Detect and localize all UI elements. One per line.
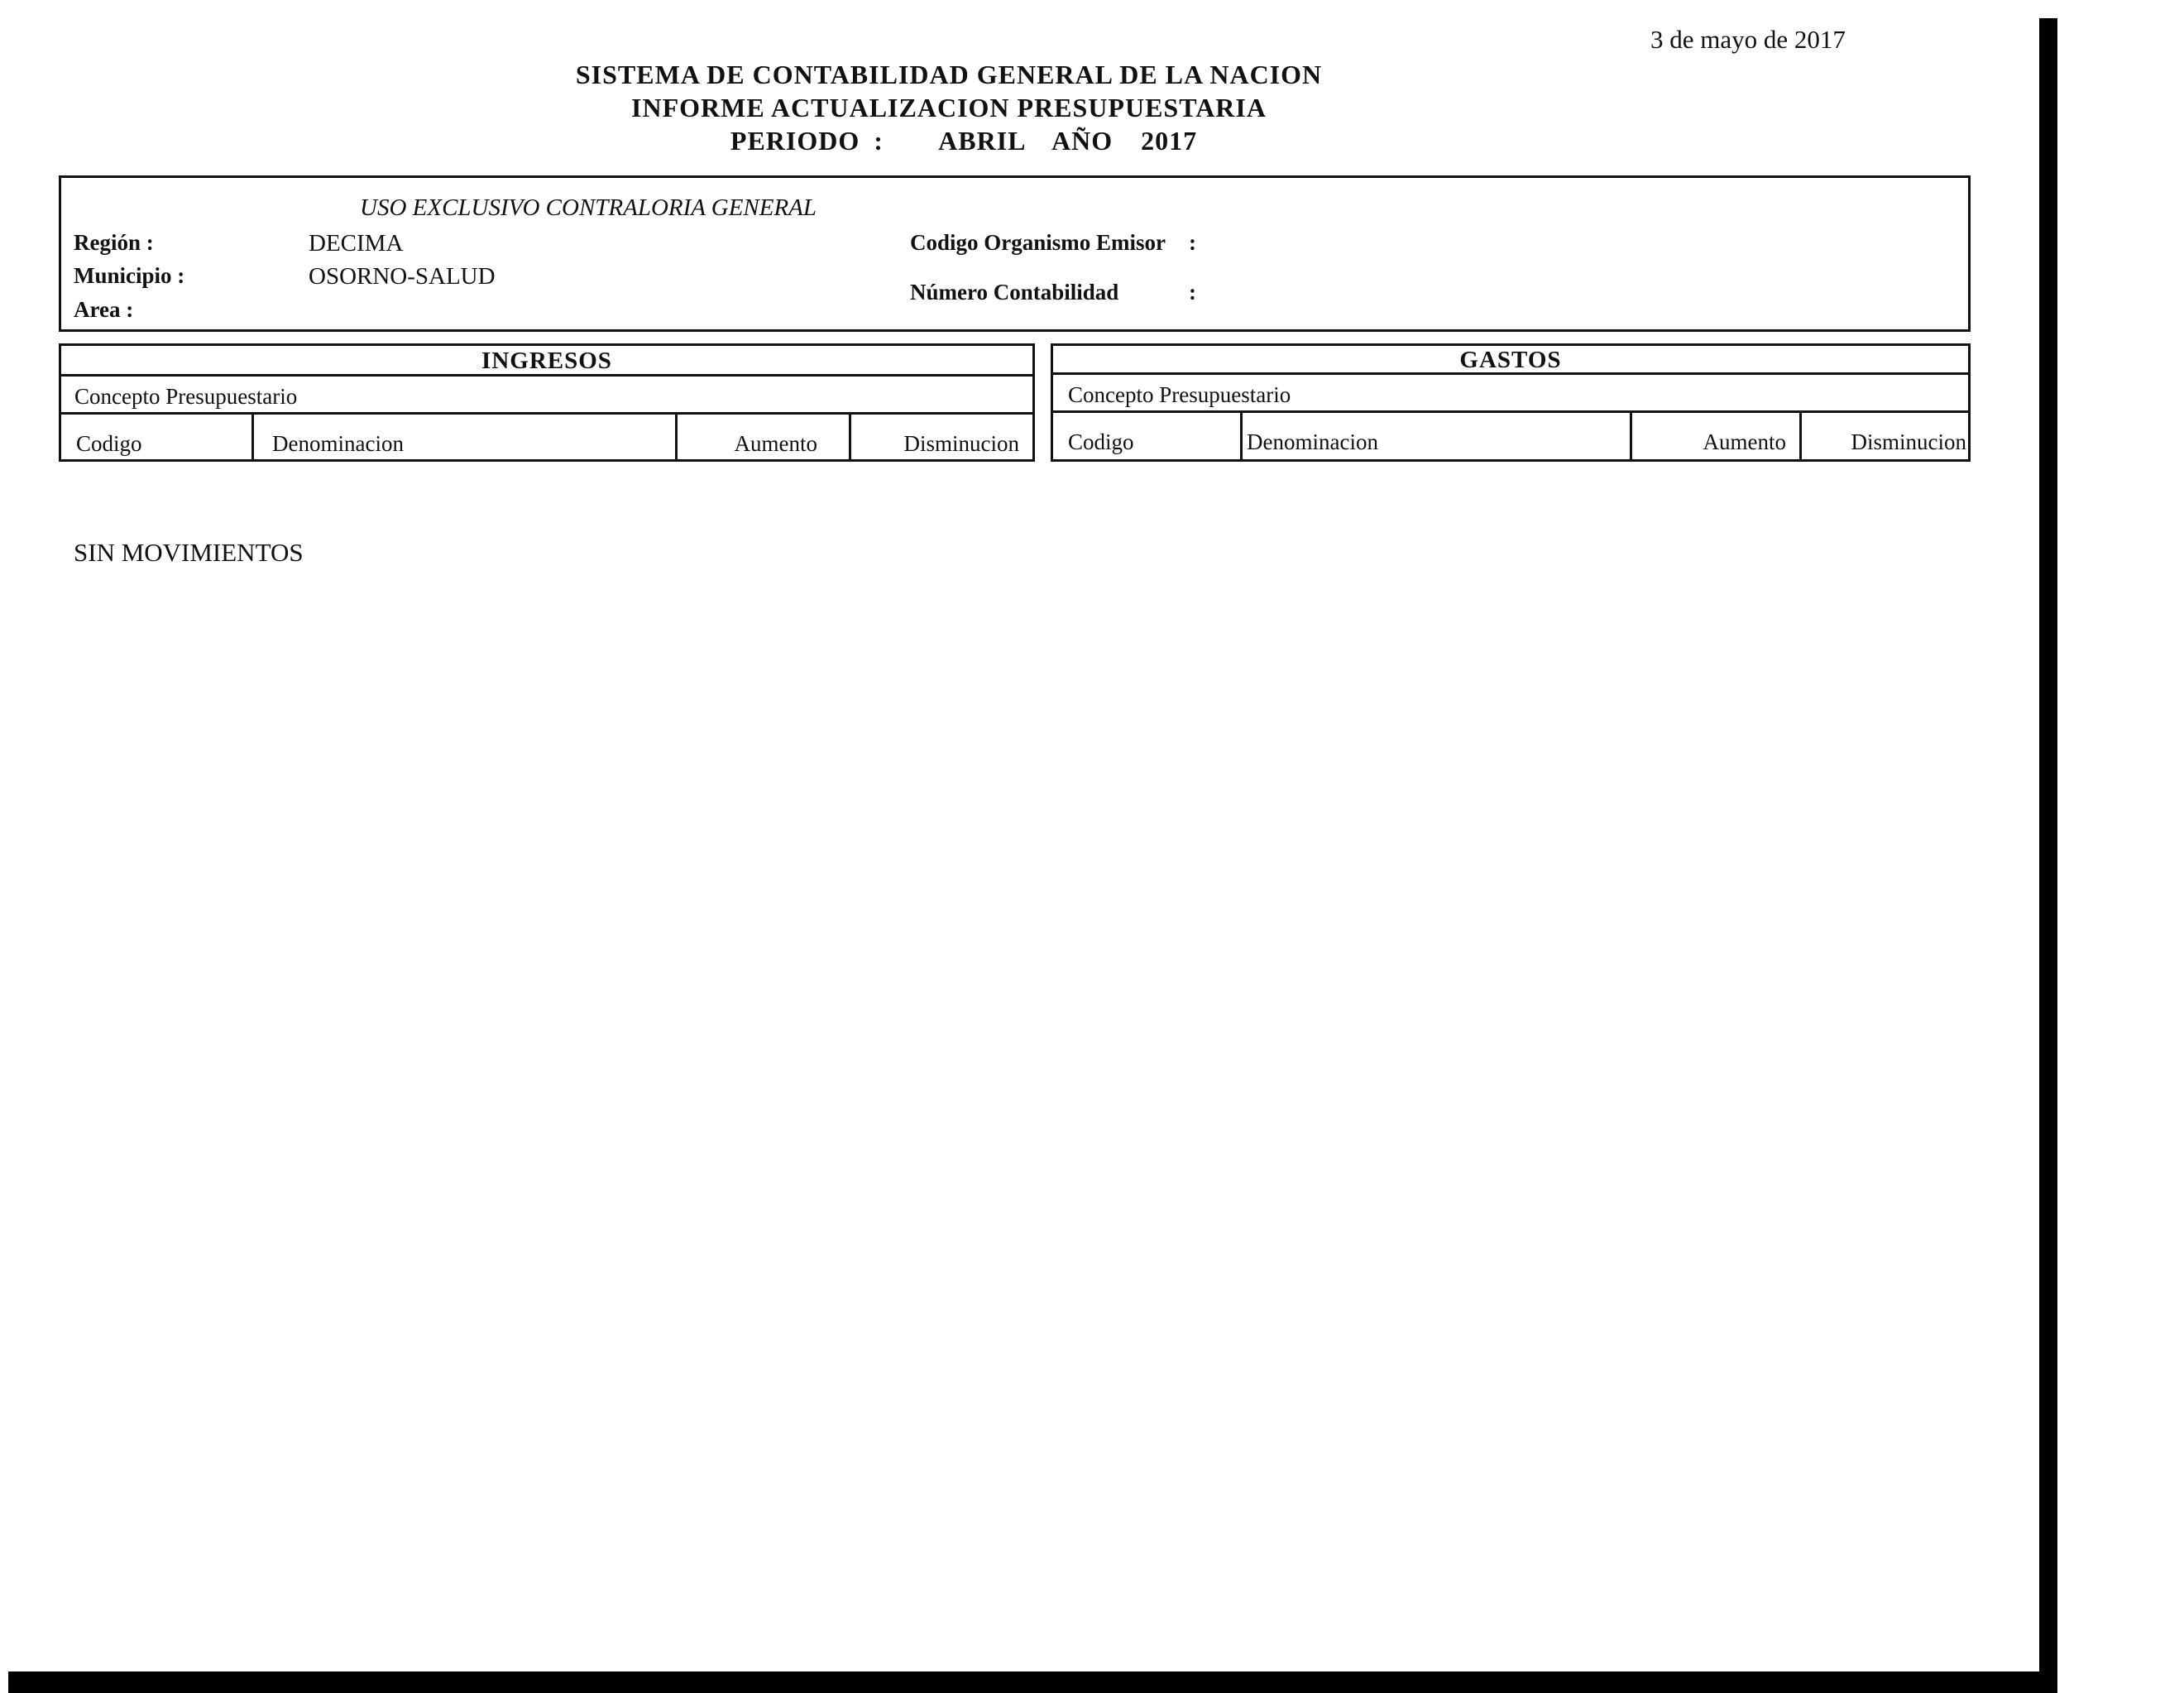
uso-exclusivo-label: USO EXCLUSIVO CONTRALORIA GENERAL	[360, 194, 817, 221]
gastos-concepto: Concepto Presupuestario	[1053, 375, 1968, 413]
numero-contabilidad-label: Número Contabilidad	[910, 280, 1119, 305]
report-period: PERIODO : ABRIL AÑO 2017	[730, 126, 1198, 156]
ingresos-col-denominacion: Denominacion	[254, 415, 678, 459]
ingresos-section	[59, 343, 1035, 462]
report-subtitle: INFORME ACTUALIZACION PRESUPUESTARIA	[631, 93, 1267, 122]
region-label: Región :	[74, 230, 154, 255]
area-label: Area :	[74, 297, 134, 322]
gastos-col-codigo: Codigo	[1053, 413, 1243, 459]
region-value: DECIMA	[309, 230, 404, 257]
ingresos-col-disminucion: Disminucion	[903, 431, 1019, 456]
gastos-col-disminucion: Disminucion	[1851, 429, 1966, 454]
codigo-organismo-label: Codigo Organismo Emisor	[910, 230, 1166, 255]
ingresos-col-codigo: Codigo	[61, 415, 254, 459]
codigo-organismo-colon: :	[1189, 230, 1196, 255]
report-date: 3 de mayo de 2017	[1650, 25, 1846, 54]
ingresos-concepto: Concepto Presupuestario	[61, 376, 1032, 415]
report-title: SISTEMA DE CONTABILIDAD GENERAL DE LA NACION	[575, 60, 1323, 89]
scan-border-bottom	[8, 1671, 2057, 1693]
municipio-value: OSORNO-SALUD	[309, 263, 496, 290]
scan-border-right	[2039, 18, 2057, 1673]
ingresos-title: INGRESOS	[61, 346, 1032, 376]
gastos-col-denominacion: Denominacion	[1243, 413, 1632, 459]
numero-contabilidad-colon: :	[1189, 280, 1196, 305]
gastos-section	[1051, 343, 1971, 462]
municipio-label: Municipio :	[74, 263, 185, 288]
gastos-title: GASTOS	[1053, 346, 1968, 375]
gastos-column-headers	[1053, 413, 1968, 459]
sin-movimientos-message: SIN MOVIMIENTOS	[74, 538, 304, 567]
gastos-col-aumento: Aumento	[1632, 413, 1802, 459]
ingresos-col-aumento: Aumento	[678, 415, 851, 459]
ingresos-column-headers	[61, 415, 1032, 459]
